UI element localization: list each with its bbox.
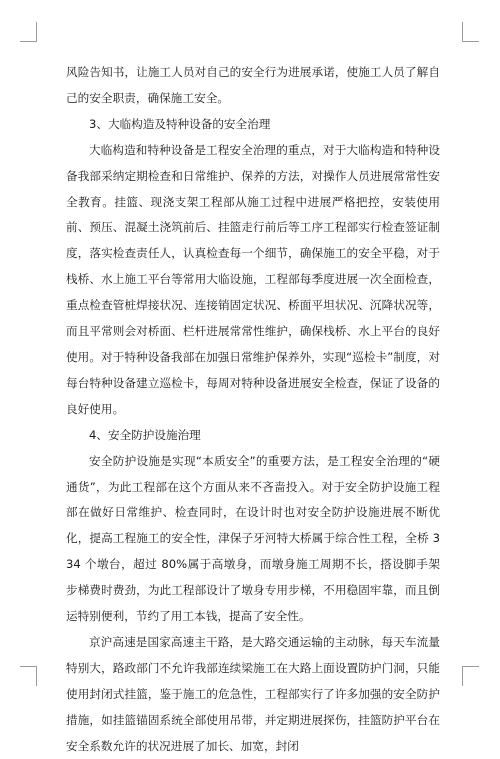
crop-mark-top-left-vertical [36,22,37,42]
paragraph-safety-protection: 安全防护设施是实现“本质安全”的重要方法，是工程安全治理的“硬通货”，为此工程部在这个方面从来不吝啬投入。对于安全防护设施工程部在做好日常维护、检查同时，在设计时也对安全防护设施进展不断优化，提高工程施工的安全性，津保子牙河特大桥属于综合性工程，全桥 334 个墩台，超过 80%属于高墩身，而墩身施工周期不长，搭设脚手架步梯费时费劲，为此工程部设计了墩身专用步梯，不用稳固牢靠，而且倒运特别便利，节约了用工本钱，提高了安全性。 [66,453,440,624]
crop-mark-top-right-horizontal [462,41,479,42]
crop-mark-bottom-right-horizontal [462,666,479,667]
crop-mark-bottom-left-horizontal [20,666,37,667]
section-heading-4: 4、安全防护设施治理 [89,427,201,442]
section-heading-3: 3、大临构造及特种设备的安全治理 [89,116,271,131]
paragraph-risk-notice-end: 风险告知书，让施工人员对自己的安全行为进展承诺，使施工人员了解自己的安全职责，确保施工安全。 [66,65,440,105]
crop-mark-bottom-left-vertical [36,666,37,686]
crop-mark-bottom-right-vertical [462,666,463,686]
crop-mark-top-left-horizontal [20,41,37,42]
paragraph-expressway: 京沪高速是国家高速主干路，是大路交通运输的主动脉，每天车流量特别大，路政部门不允许我部连续梁施工在大路上面设置防护门洞，只能使用封闭式挂篮，鉴于施工的危急性，工程部实行了许多加强的安全防护措施，如挂篮锚固系统全部使用吊带，并定期进展探伤，挂篮防护平台在安全系数允许的状况进展了加长、加宽，封闭 [66,634,440,753]
crop-mark-top-right-vertical [462,22,463,42]
paragraph-temporary-structures: 大临构造和特种设备是工程安全治理的重点，对于大临构造和特种设备我部采纳定期检查和日常维护、保养的方法，对操作人员进展常常性安全教育。挂篮、现浇支架工程部从施工过程中进展严格把控，安装使用前、预压、混凝土浇筑前后、挂篮走行前后等工序工程部实行检查签证制度，落实检查责任人，认真检查每一个细节，确保施工的安全平稳，对于栈桥、水上施工平台等常用大临设施，工程部每季度进展一次全面检查，重点检查管桩焊接状况、连接销固定状况、桥面平坦状况、沉降状况等，而且平常则会对桥面、栏杆进展常常性维护，确保栈桥、水上平台的良好使用。对于特种设备我部在加强日常维护保养外，实现“巡检卡”制度，对每台特种设备建立巡检卡，每周对特种设备进展安全检查，保证了设备的良好使用。 [66,142,440,416]
document-body [66,60,440,759]
